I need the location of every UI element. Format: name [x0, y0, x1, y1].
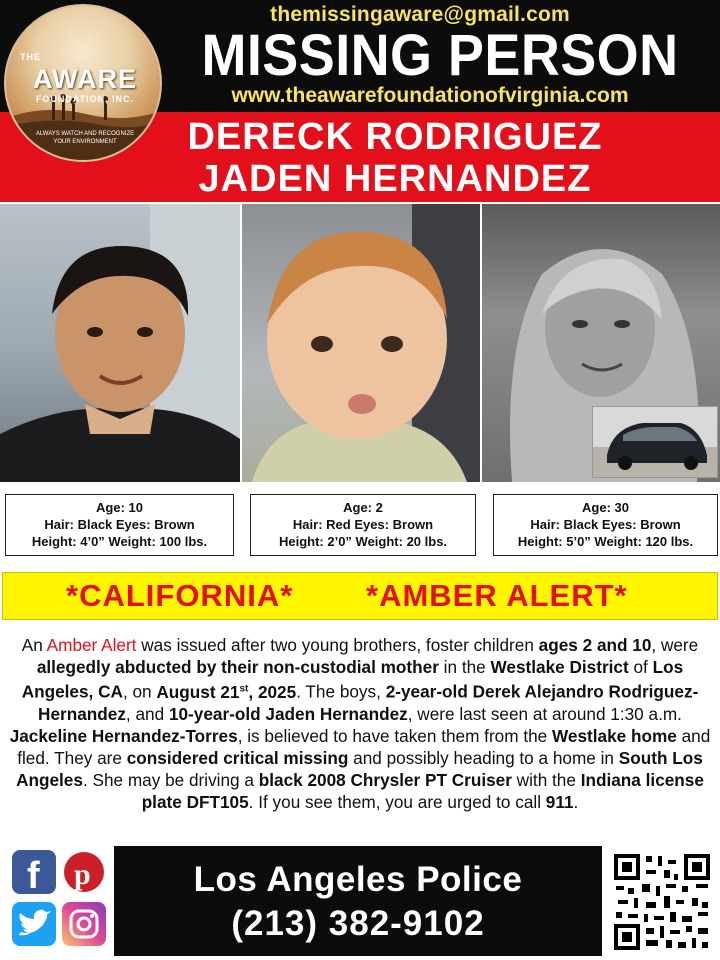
- alert-state: *CALIFORNIA*: [66, 578, 294, 613]
- height-weight-line: Height: 2’0” Weight: 20 lbs.: [278, 534, 448, 549]
- pt-cruiser-image: [593, 407, 717, 477]
- hair-eyes-line: Hair: Black Eyes: Brown: [530, 517, 681, 532]
- age-line: Age: 2: [343, 500, 383, 515]
- boy-portrait: [0, 204, 240, 482]
- pinterest-icon[interactable]: [62, 850, 106, 894]
- logo-tagline: ALWAYS WATCH AND RECOGNIZE YOUR ENVIRONMENT: [35, 131, 135, 145]
- amber-alert-mention: Amber Alert: [46, 635, 137, 655]
- case-description: An Amber Alert was issued after two young brothers, foster children ages 2 and 10, were allegedly abducted by their non-custodial mother in the Westlake District of Los Angeles, CA, on August 21st, 2025. The boys, 2-year-old Derek Alejandro Rodriguez-Hernandez, and 10-year-old Jaden Hernandez, were last seen at around 1:30 a.m. Jackeline Hernandez-Torres, is believed to have taken them from the Westlake home and fled. They are considered critical missing and possibly heading to a home in South Los Angeles. She may be driving a black 2008 Chrysler PT Cruiser with the Indiana license plate DFT105. If you see them, you are urged to call 911.: [9, 635, 711, 812]
- police-agency: Los Angeles Police: [193, 860, 523, 899]
- alert-type: *AMBER ALERT*: [366, 578, 628, 613]
- info-box-jaden: [250, 494, 476, 556]
- svg-text:p: p: [74, 858, 91, 891]
- police-phone[interactable]: (213) 382-9102: [231, 904, 485, 943]
- poster-title: MISSING PERSON: [201, 23, 679, 88]
- instagram-icon[interactable]: [62, 902, 106, 946]
- svg-text:f: f: [27, 855, 40, 894]
- qr-code[interactable]: [612, 852, 712, 952]
- height-weight-line: Height: 4’0” Weight: 100 lbs.: [31, 534, 208, 549]
- info-box-dereck: [5, 494, 234, 556]
- hair-eyes-line: Hair: Red Eyes: Brown: [292, 517, 434, 532]
- twitter-icon[interactable]: [12, 902, 56, 946]
- logo-aware-text: AWARE: [32, 64, 137, 94]
- photo-dereck: [0, 204, 240, 482]
- height-weight-line: Height: 5’0” Weight: 120 lbs.: [517, 534, 694, 549]
- age-line: Age: 30: [582, 500, 629, 515]
- logo-the-text: THE: [20, 52, 41, 62]
- qr-code-pattern: [612, 852, 712, 952]
- missing-name-1: DERECK RODRIGUEZ: [187, 116, 603, 158]
- info-box-mother: [493, 494, 718, 556]
- aware-foundation-logo: [4, 4, 162, 162]
- missing-name-2: JADEN HERNANDEZ: [198, 158, 592, 200]
- age-line: Age: 10: [96, 500, 143, 515]
- facebook-icon[interactable]: [12, 850, 56, 894]
- logo-foundation-text: FOUNDATION, INC.: [35, 94, 135, 104]
- hair-eyes-line: Hair: Black Eyes: Brown: [44, 517, 195, 532]
- website-link[interactable]: www.theawarefoundationofvirginia.com: [231, 84, 629, 107]
- contact-email[interactable]: themissingaware@gmail.com: [270, 3, 570, 26]
- photo-mother: [482, 204, 720, 482]
- photo-jaden: [242, 204, 480, 482]
- toddler-portrait: [242, 204, 480, 482]
- vehicle-photo: [592, 406, 718, 478]
